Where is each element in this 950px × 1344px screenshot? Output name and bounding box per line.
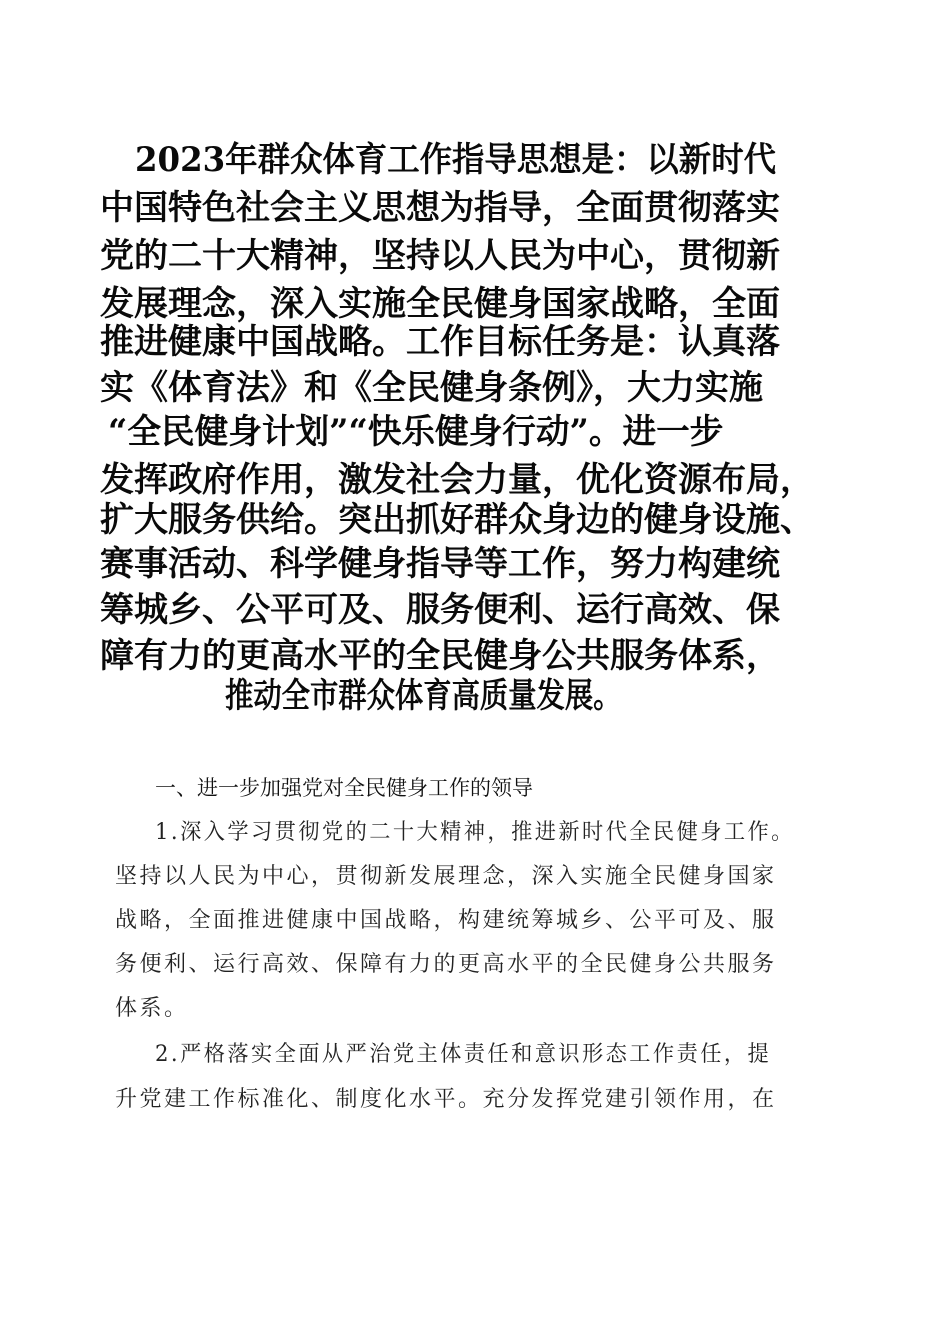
intro-line: 发展理念，深入实施全民健身国家战略，全面 (100, 284, 780, 324)
intro-line: 推进健康中国战略。工作目标任务是：认真落 (100, 322, 780, 362)
section-heading: 一、进一步加强党对全民健身工作的领导 (155, 776, 533, 800)
intro-line: 筹城乡、公平可及、服务便利、运行高效、保 (100, 590, 780, 630)
body-line: 1.深入学习贯彻党的二十大精神，推进新时代全民健身工作。 (155, 820, 795, 845)
body-line: 坚持以人民为中心，贯彻新发展理念，深入实施全民健身国家 (115, 864, 777, 889)
intro-line: 赛事活动、科学健身指导等工作，努力构建统 (100, 544, 780, 584)
intro-line: 中国特色社会主义思想为指导，全面贯彻落实 (100, 188, 780, 228)
body-line: 体系。 (115, 996, 189, 1021)
intro-line: 推动全市群众体育高质量发展。 (225, 676, 622, 716)
body-line: 战略，全面推进健康中国战略，构建统筹城乡、公平可及、服 (115, 908, 777, 933)
intro-line: 实《体育法》和《全民健身条例》，大力实施 (100, 368, 763, 408)
intro-line: 2023年群众体育工作指导思想是：以新时代 (135, 140, 777, 180)
intro-line: “全民健身计划”“快乐健身行动”。进一步 (108, 412, 724, 452)
body-line: 务便利、运行高效、保障有力的更高水平的全民健身公共服务 (115, 952, 777, 977)
intro-line: 发挥政府作用，激发社会力量，优化资源布局， (100, 460, 814, 500)
body-line: 2.严格落实全面从严治党主体责任和意识形态工作责任，提 (155, 1042, 772, 1067)
intro-line: 障有力的更高水平的全民健身公共服务体系， (100, 636, 780, 676)
body-line: 升党建工作标准化、制度化水平。充分发挥党建引领作用，在 (115, 1087, 777, 1112)
intro-line: 扩大服务供给。突出抓好群众身边的健身设施、 (100, 500, 814, 540)
intro-line: 党的二十大精神，坚持以人民为中心，贯彻新 (100, 236, 780, 276)
